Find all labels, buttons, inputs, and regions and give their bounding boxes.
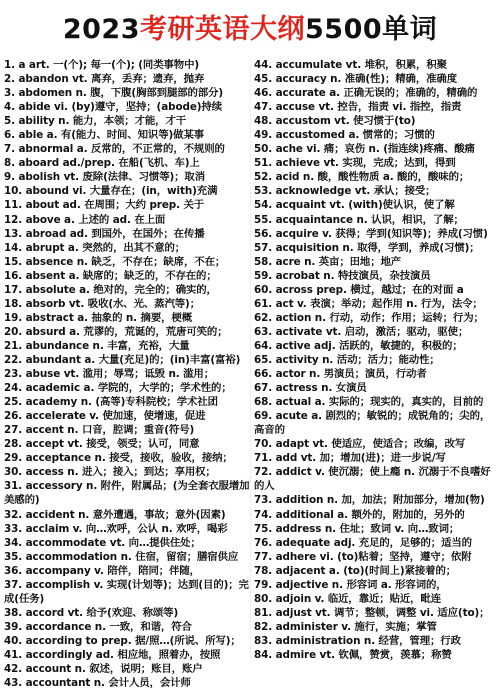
vocab-entry: 39. accordance n. 一致，和谐，符合 [4,620,192,633]
vocab-entry: 61. act v. 表演；举动；起作用 n. 行为，法令； [254,297,483,310]
vocab-entry: 36. accompany v. 陪伴，陪同；伴随， [4,564,200,577]
vocab-entry: 41. accordingly ad. 相应地，照着办，按照 [4,648,221,661]
vocab-entry: 24. academic a. 学院的，大学的；学术性的； [4,382,232,395]
title-count: 5500单词 [305,14,438,45]
vocab-entry: 76. adequate adj. 充足的，足够的；适当的 [254,536,472,549]
page-title [0,6,500,54]
vocab-entry: 78. adjacent a. (to)(时间上)紧接着的； [254,564,457,577]
vocab-entry: 59. acrobat n. 特技演员，杂技演员 [254,269,431,282]
vocab-entry: 3. abdomen n. 腹，下腹(胸部到腿部的部分) [4,87,224,100]
vocab-entry: 45. accuracy n. 准确(性)；精确，准确度 [254,73,458,86]
vocab-entry: 55. acquaintance n. 认识，相识，了解； [254,213,464,226]
vocab-entry: 17. absolute a. 绝对的，完全的；确实的， [4,283,217,296]
vocab-entry: 18. absorb vt. 吸收(水、光、蒸汽等)； [4,297,200,310]
vocab-entry: 13. abroad ad. 到国外，在国外；在传播 [4,227,205,240]
vocab-entry: 25. academy n. (高等)专科院校；学术社团 [4,396,218,409]
vocab-entry: 79. adjective n. 形容词 a. 形容词的， [254,578,447,591]
vocab-entry: 48. accustom vt. 使习惯于(to) [254,115,416,128]
vocab-entry: 40. according to prep. 据/照…(所说、所写)； [4,634,241,647]
vocab-entry: 9. abolish vt. 废除(法律、习惯等)；取消 [4,171,206,184]
vocab-entry: 43. accountant n. 会计人员，会计师 [4,677,191,690]
vocab-entry: 60. across prep. 横过，越过；在的对面 a [254,283,464,296]
vocab-entry: 51. achieve vt. 实现，完成；达到，得到 [254,157,456,170]
vocab-entry: 35. accommodation n. 住宿，留宿；膳宿供应 [4,550,239,563]
vocab-entry: 4. abide vi. (by)遵守，坚持；(abode)持续 [4,101,223,114]
vocab-entry: 49. accustomed a. 惯常的；习惯的 [254,129,435,142]
vocab-entry: 77. adhere vi. (to)粘着；坚持，遵守；依附 [254,550,472,563]
vocab-entry: 81. adjust vt. 调节；整顿，调整 vi. 适应(to)； [254,606,490,619]
title-year: 2023 [62,14,140,45]
vocab-entry: 53. acknowledge vt. 承认；接受； [254,185,436,198]
vocab-entry: 34. accommodate vt. 向…提供住处； [4,536,201,549]
column-divider [250,60,251,660]
vocab-entry: 52. acid n. 酸，酸性物质 a. 酸的，酸味的； [254,171,470,184]
vocab-entry: 21. abundance n. 丰富，充裕，大量 [4,339,190,352]
vocab-entry: 44. accumulate vt. 堆积，积累，积聚 [254,59,447,71]
vocab-entry: 70. adapt vt. 使适应，使适合；改编，改写 [254,438,466,451]
right-column [254,58,500,662]
vocab-entry: 10. abound vi. 大量存在；(in，with)充满 [4,185,218,198]
vocab-entry: 22. abundant a. 大量(充足)的；(in)丰富(富裕) [4,353,241,366]
vocab-entry: 32. accident n. 意外遭遇，事故；意外(因素) [4,508,226,521]
vocab-entry: 20. absurd a. 荒谬的，荒诞的，荒唐可笑的； [4,325,228,338]
vocab-entry: 66. actor n. 男演员；演员，行动者 [254,368,427,381]
vocab-entry: 33. acclaim v. 向…欢呼，公认 n. 欢呼，喝彩 [4,522,228,535]
vocab-entry: 65. activity n. 活动；活力；能动性； [254,353,440,366]
vocab-entry: 15. absence n. 缺乏，不存在；缺席，不在； [4,255,226,268]
vocab-entry: 46. accurate a. 正确无误的；准确的，精确的 [254,87,478,100]
vocab-entry: 5. ability n. 能力，本领；才能，才干 [4,115,187,128]
vocab-entry: 11. about ad. 在周围；大约 prep. 关于 [4,199,205,212]
vocab-entry: 74. additional a. 额外的，附加的，另外的 [254,508,465,521]
vocab-entry: 26. accelerate v. 使加速，使增速，促进 [4,410,206,423]
vocab-entry: 57. acquisition n. 取得，学到，养成(习惯)； [254,241,480,254]
vocab-entry: 2. abandon vt. 离弃，丢弃；遗弃，抛弃 [4,73,205,86]
vocab-entry: 29. acceptance n. 接受，接收，验收，接纳； [4,452,233,465]
vocab-entry: 28. accept vt. 接受，领受；认可，同意 [4,438,200,451]
vocab-entry: 71. add vt. 加；增加(进)；进一步说/写 [254,452,446,465]
vocab-entry: 84. admire vt. 钦佩，赞赏，羡慕；称赞 [254,648,452,661]
vocab-entry: 64. active adj. 活跃的，敏捷的，积极的； [254,339,463,352]
vocab-entry: 16. absent a. 缺席的；缺乏的，不存在的； [4,269,217,282]
vocab-entry: 58. acre n. 英亩；田地；地产 [254,255,402,268]
title-topic: 考研英语大纲 [140,14,305,45]
vocab-entry: 7. abnormal a. 反常的，不正常的，不规则的 [4,143,225,156]
vocab-entry: 72. addict v. 使沉溺；使上瘾 n. 沉溺于不良嗜好的人 [254,466,491,493]
vocab-entry: 14. abrupt a. 突然的，出其不意的； [4,241,186,254]
vocab-entry: 82. administer v. 施行，实施；掌管 [254,620,437,633]
vocab-entry: 38. accord vt. 给予(欢迎、称颂等) [4,606,179,619]
vocab-entry: 42. account n. 叙述，说明；账目，账户 [4,663,203,676]
vocab-entry: 1. a art. 一(个); 每一(个); (同类事物中) [4,59,200,71]
vocab-entry: 47. accuse vt. 控告，指责 vi. 指控，指责 [254,101,462,114]
vocab-entry: 23. abuse vt. 滥用；辱骂；诋毁 n. 滥用； [4,368,215,381]
vocab-entry: 6. able a. 有(能力、时间、知识等)做某事 [4,129,205,142]
vocab-entry: 37. accomplish v. 实现(计划等)；达到(目的)；完成(任务) [4,578,249,605]
vocab-entry: 75. address n. 住址；致词 v. 向…致词； [254,522,460,535]
vocab-entry: 27. accent n. 口音，腔调；重音(符号) [4,424,195,437]
vocab-entry: 73. addition n. 加，加法；附加部分，增加(物) [254,494,485,507]
vocab-entry: 31. accessory n. 附件，附属品；(为全套衣服增加美感的) [4,480,250,507]
vocab-entry: 54. acquaint vt. (with)使认识，使了解 [254,199,455,212]
vocab-entry: 56. acquire v. 获得；学到(知识等)；养成(习惯) [254,227,488,240]
left-column [4,58,250,690]
vocab-entry: 19. abstract a. 抽象的 n. 摘要，梗概 [4,311,192,324]
vocab-entry: 83. administration n. 经营，管理；行政 [254,634,461,647]
vocab-entry: 63. activate vt. 启动，激活；驱动，驱使； [254,325,469,338]
vocab-entry: 50. ache vi. 痛；哀伤 n. (指连续)疼痛、酸痛 [254,143,475,156]
vocab-entry: 80. adjoin v. 临近，靠近；贴近，毗连 [254,592,442,605]
vocab-entry: 69. acute a. 剧烈的；敏锐的；成锐角的；尖的，高音的 [254,410,491,437]
vocab-entry: 62. action n. 行动，动作；作用；运转；行为； [254,311,484,324]
vocab-entry: 8. aboard ad./prep. 在船(飞机、车)上 [4,157,200,170]
vocab-entry: 12. above a. 上述的 ad. 在上面 [4,213,166,226]
vocab-entry: 30. access n. 进入；接入；到达；享用权； [4,466,216,479]
vocab-entry: 67. actress n. 女演员 [254,382,367,395]
vocab-entry: 68. actual a. 实际的；现实的，真实的，目前的 [254,396,484,409]
